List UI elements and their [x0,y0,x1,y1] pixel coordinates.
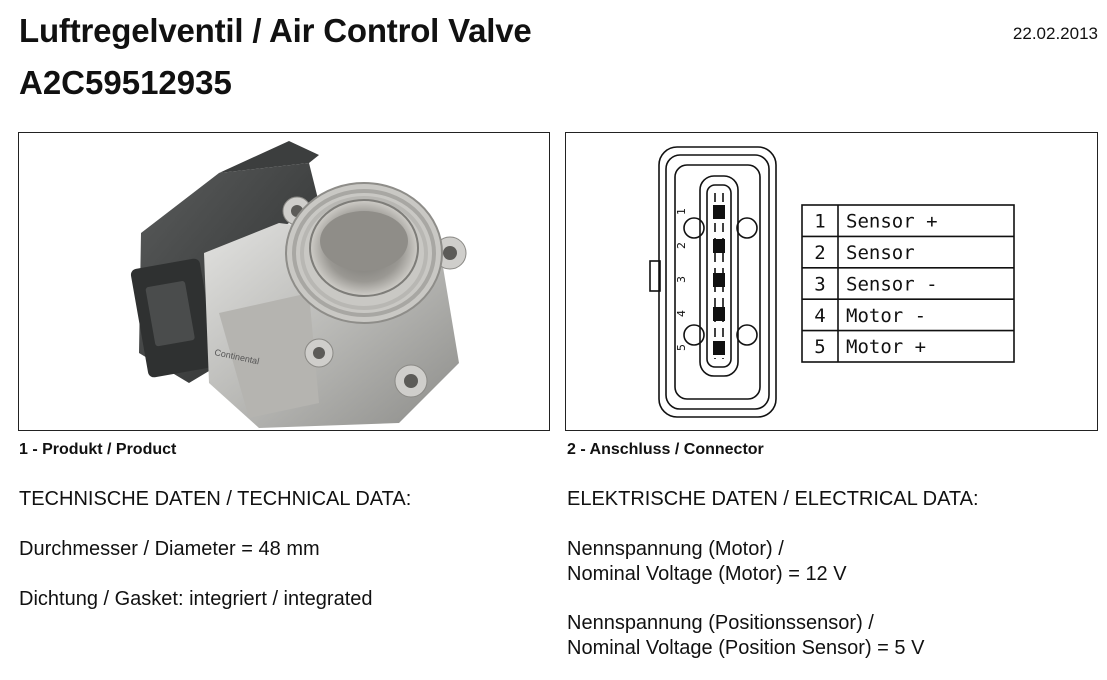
sensor-voltage-spec: Nominal Voltage (Position Sensor) = 5 V [567,637,925,659]
pin-signal-name: Sensor - [846,273,938,296]
pin-contact [713,239,725,253]
pin-signal-name: Sensor [846,242,915,265]
pin-number: 5 [814,336,826,359]
housing-pin-number: 5 [675,344,688,351]
connector-diagram [566,133,1096,429]
document-date: 22.02.2013 [1012,24,1098,43]
motor-voltage-label-de: Nennspannung (Motor) / [567,538,784,560]
throttle-body-illustration [19,133,549,429]
housing-pin-number: 2 [675,242,688,249]
motor-voltage-spec: Nominal Voltage (Motor) = 12 V [567,563,847,585]
housing-pin-number: 1 [675,208,688,215]
electrical-data-heading: ELEKTRISCHE DATEN / ELECTRICAL DATA: [567,488,979,510]
part-number: A2C59512935 [19,64,232,101]
technical-data-heading: TECHNISCHE DATEN / TECHNICAL DATA: [19,488,412,510]
gasket-spec: Dichtung / Gasket: integriert / integrated [19,588,373,610]
part-brand-label: Continental [213,347,261,367]
document-title: Luftregelventil / Air Control Valve [19,12,532,49]
housing-pin-number: 3 [675,276,688,283]
pin-number: 2 [814,242,826,265]
pin-contact [713,205,725,219]
pin-contact [713,273,725,287]
pin-number: 4 [814,304,826,327]
pin-number: 1 [814,210,826,233]
connector-drawing-panel [565,132,1098,431]
connector-caption: 2 - Anschluss / Connector [567,441,764,458]
product-caption: 1 - Produkt / Product [19,441,177,458]
pin-number: 3 [814,273,826,296]
pin-signal-name: Motor - [846,304,927,327]
housing-pin-number: 4 [675,310,688,317]
pin-contact [713,307,725,321]
pin-signal-name: Motor + [846,336,927,359]
diameter-spec: Durchmesser / Diameter = 48 mm [19,538,320,560]
pin-contact [713,341,725,355]
sensor-voltage-label-de: Nennspannung (Positionssensor) / [567,612,874,634]
pin-signal-name: Sensor + [846,210,938,233]
product-image-panel [18,132,550,431]
